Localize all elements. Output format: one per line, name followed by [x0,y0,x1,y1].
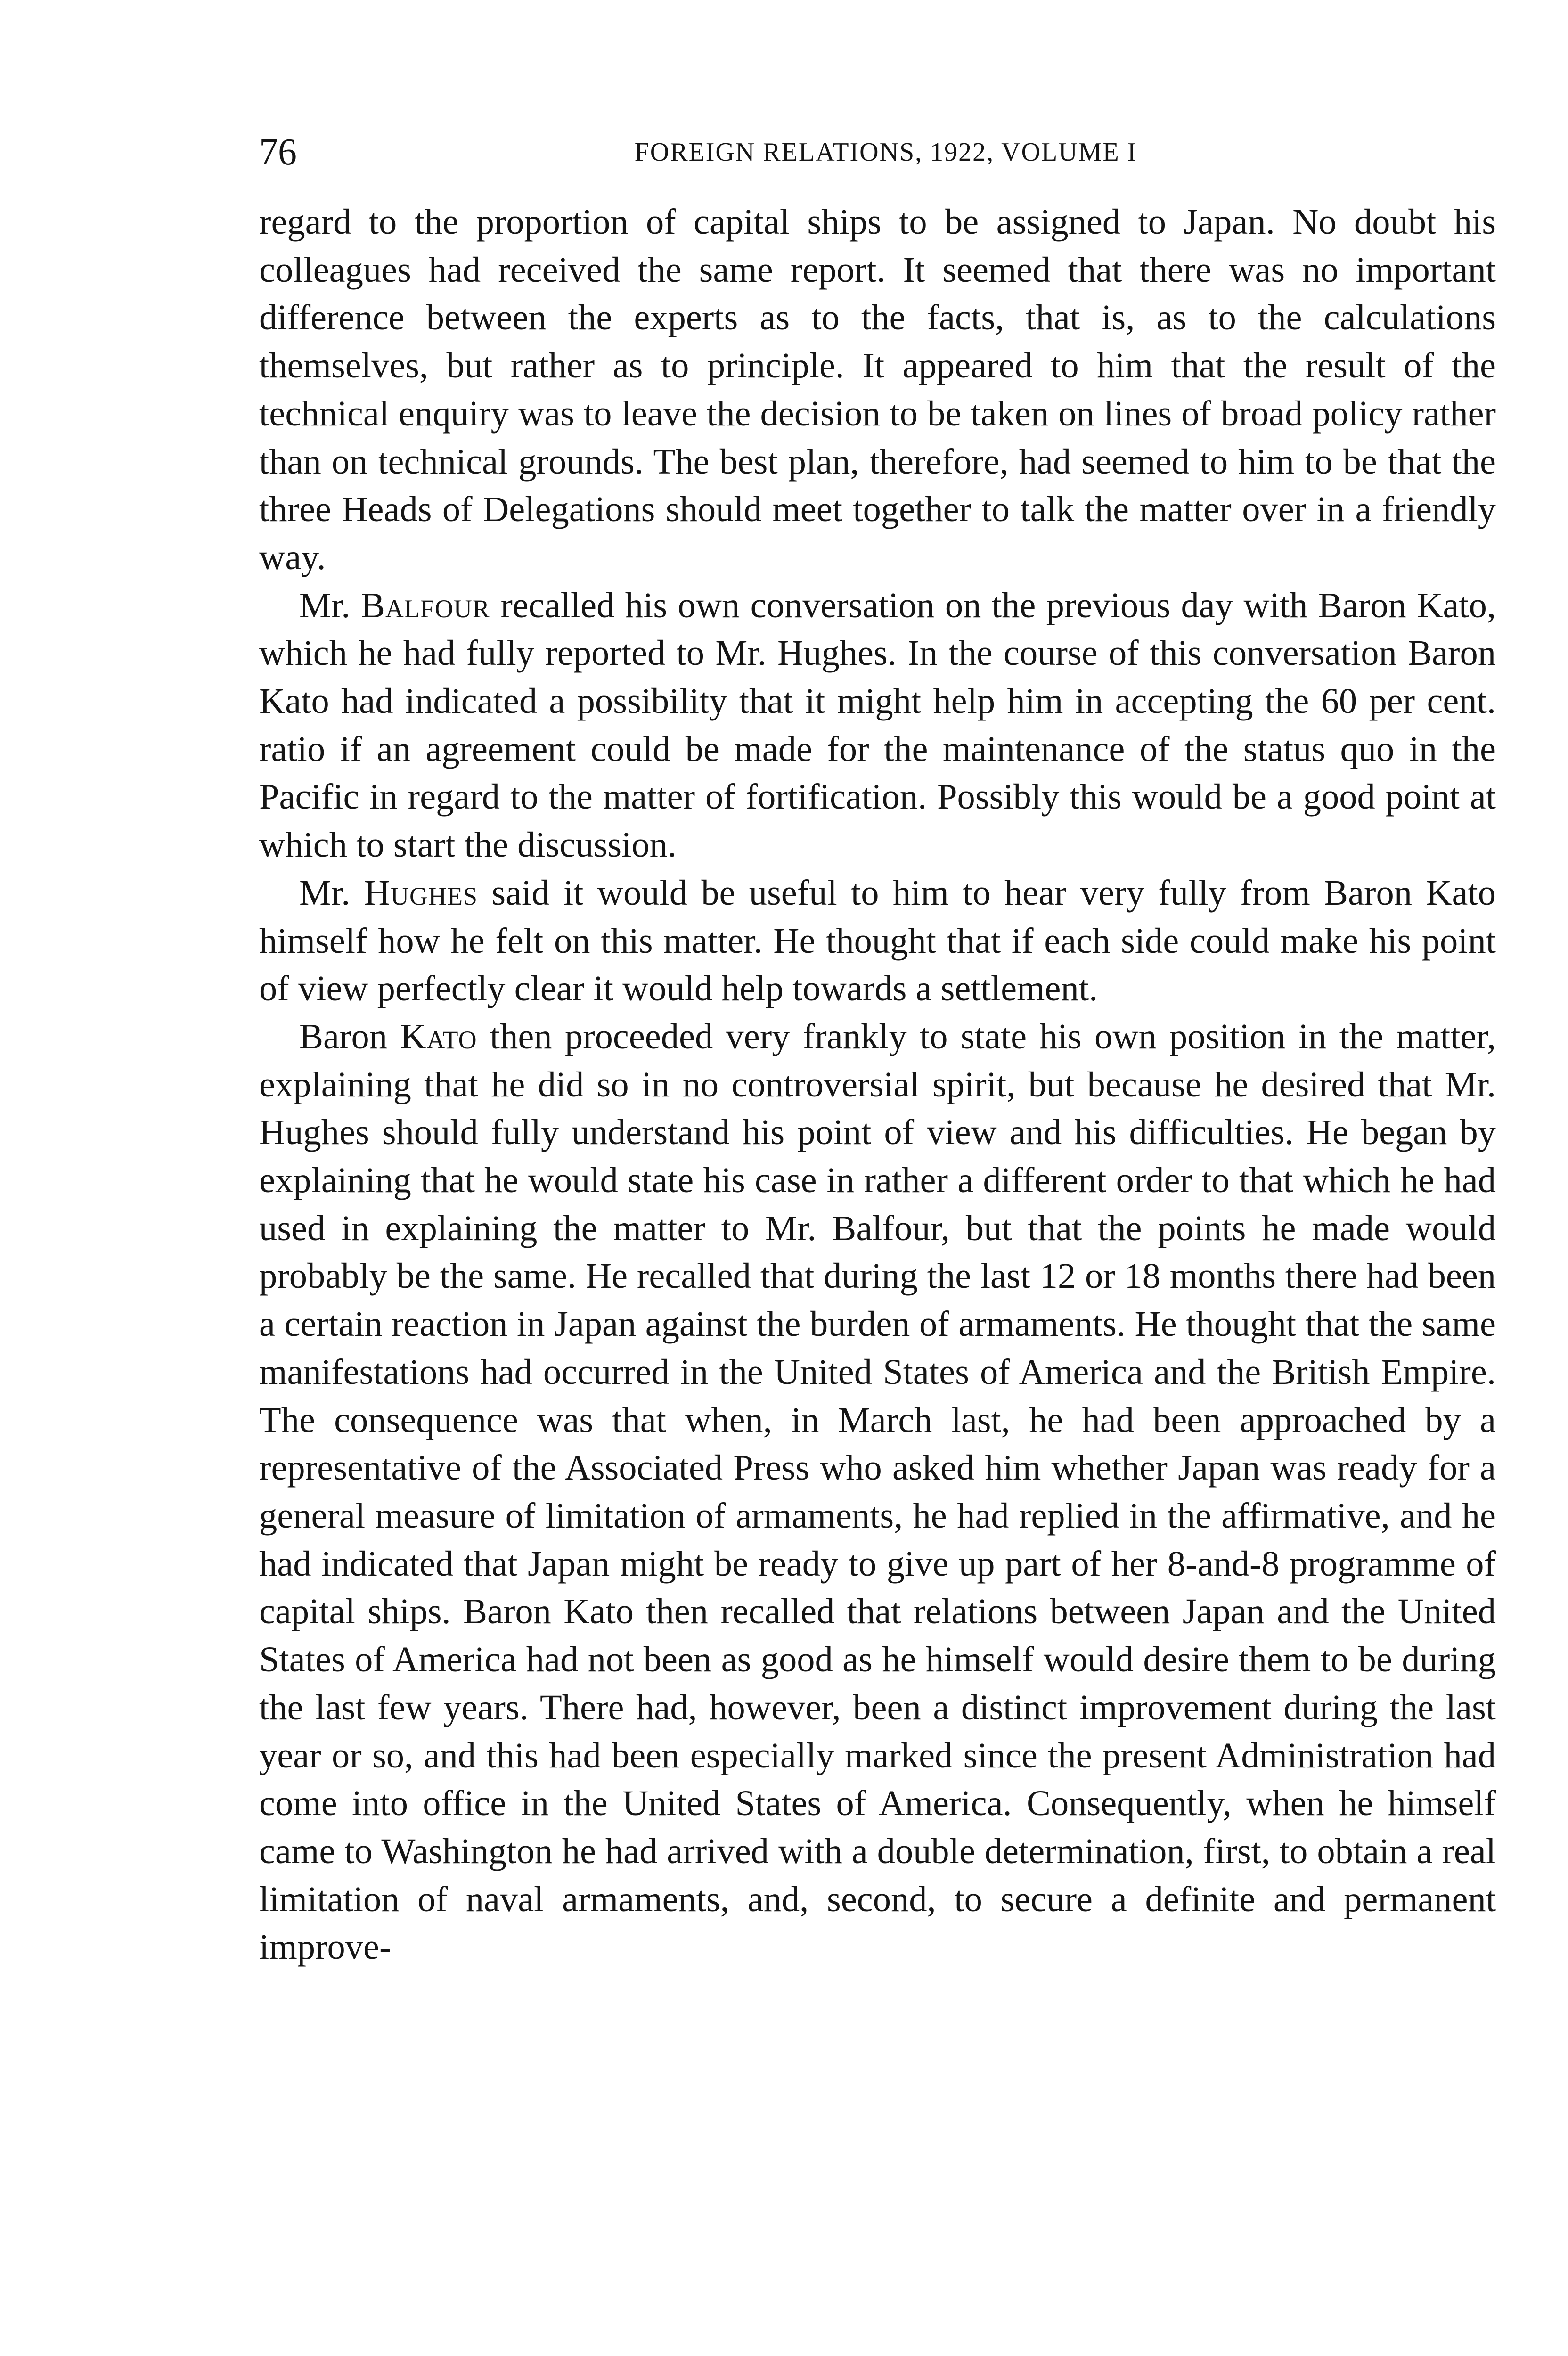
paragraph-text: said it would be useful to him to hear very fully from Baron Kato himself how he felt on this matter. He thought that if each side could make his point of view perfectly clear it would help towards a settlement. [259,872,1496,1009]
paragraph [259,198,1496,581]
paragraph-text: then proceeded very frankly to state his own position in the matter, explaining that he did so in no controversial spirit, but because he desired that Mr. Hughes should fully understand his point of view and his difficulties. He began by explaining that he would state his case in rather a different order to that which he had used in explaining the matter to Mr. Balfour, but that the points he made would probably be the same. He recalled that during the last 12 or 18 months there had been a certain reaction in Japan against the burden of armaments. He thought that the same manifestations had occurred in the United States of America and the British Empire. The consequence was that when, in March last, he had been approached by a representative of the Associated Press who asked him whether Japan was ready for a general measure of limitation of armaments, he had replied in the affirmative, and he had indicated that Japan might be ready to give up part of her 8-and-8 programme of capital ships. Baron Kato then recalled that relations between Japan and the United States of America had not been as good as he himself would desire them to be during the last few years. There had, however, been a distinct improvement during the last year or so, and this had been especially marked since the present Administration had come into office in the United States of America. Consequently, when he himself came to Washington he had arrived with a double determination, first, to obtain a real limitation of naval armaments, and, second, to secure a definite and permanent improve- [259,1016,1496,1967]
page-number: 76 [259,131,297,173]
running-head: FOREIGN RELATIONS, 1922, VOLUME I [634,138,1137,167]
speaker-prefix: Mr. [299,872,351,913]
speaker-prefix: Mr. [299,585,351,625]
body-text [259,198,1496,1971]
paragraph-text: recalled his own conversation on the previous day with Baron Kato, which he had fully reported to Mr. Hughes. In the course of this conversation Baron Kato had indicated a possibility that it might help him in accepting the 60 per cent. ratio if an agreement could be made for the maintenance of the status quo in the Pacific in regard to the matter of fortification. Possibly this would be a good point at which to start the discussion. [259,585,1496,865]
paragraph [259,1013,1496,1971]
speaker-prefix: Baron [299,1016,387,1056]
speaker-name: Kato [400,1016,477,1056]
paragraph [259,581,1496,869]
paragraph-text: regard to the proportion of capital ships to be assigned to Japan. No doubt his colleagues had received the same report. It seemed that there was no important difference between the experts as to the facts, that is, as to the calculations themselves, but rather as to principle. It appeared to him that the result of the technical enquiry was to leave the decision to be taken on lines of broad policy rather than on technical grounds. The best plan, therefore, had seemed to him to be that the three Heads of Delegations should meet together to talk the matter over in a friendly way. [259,202,1496,577]
paragraph [259,869,1496,1013]
speaker-name: Balfour [360,585,490,625]
speaker-name: Hughes [364,872,478,913]
page-header [259,126,1494,178]
